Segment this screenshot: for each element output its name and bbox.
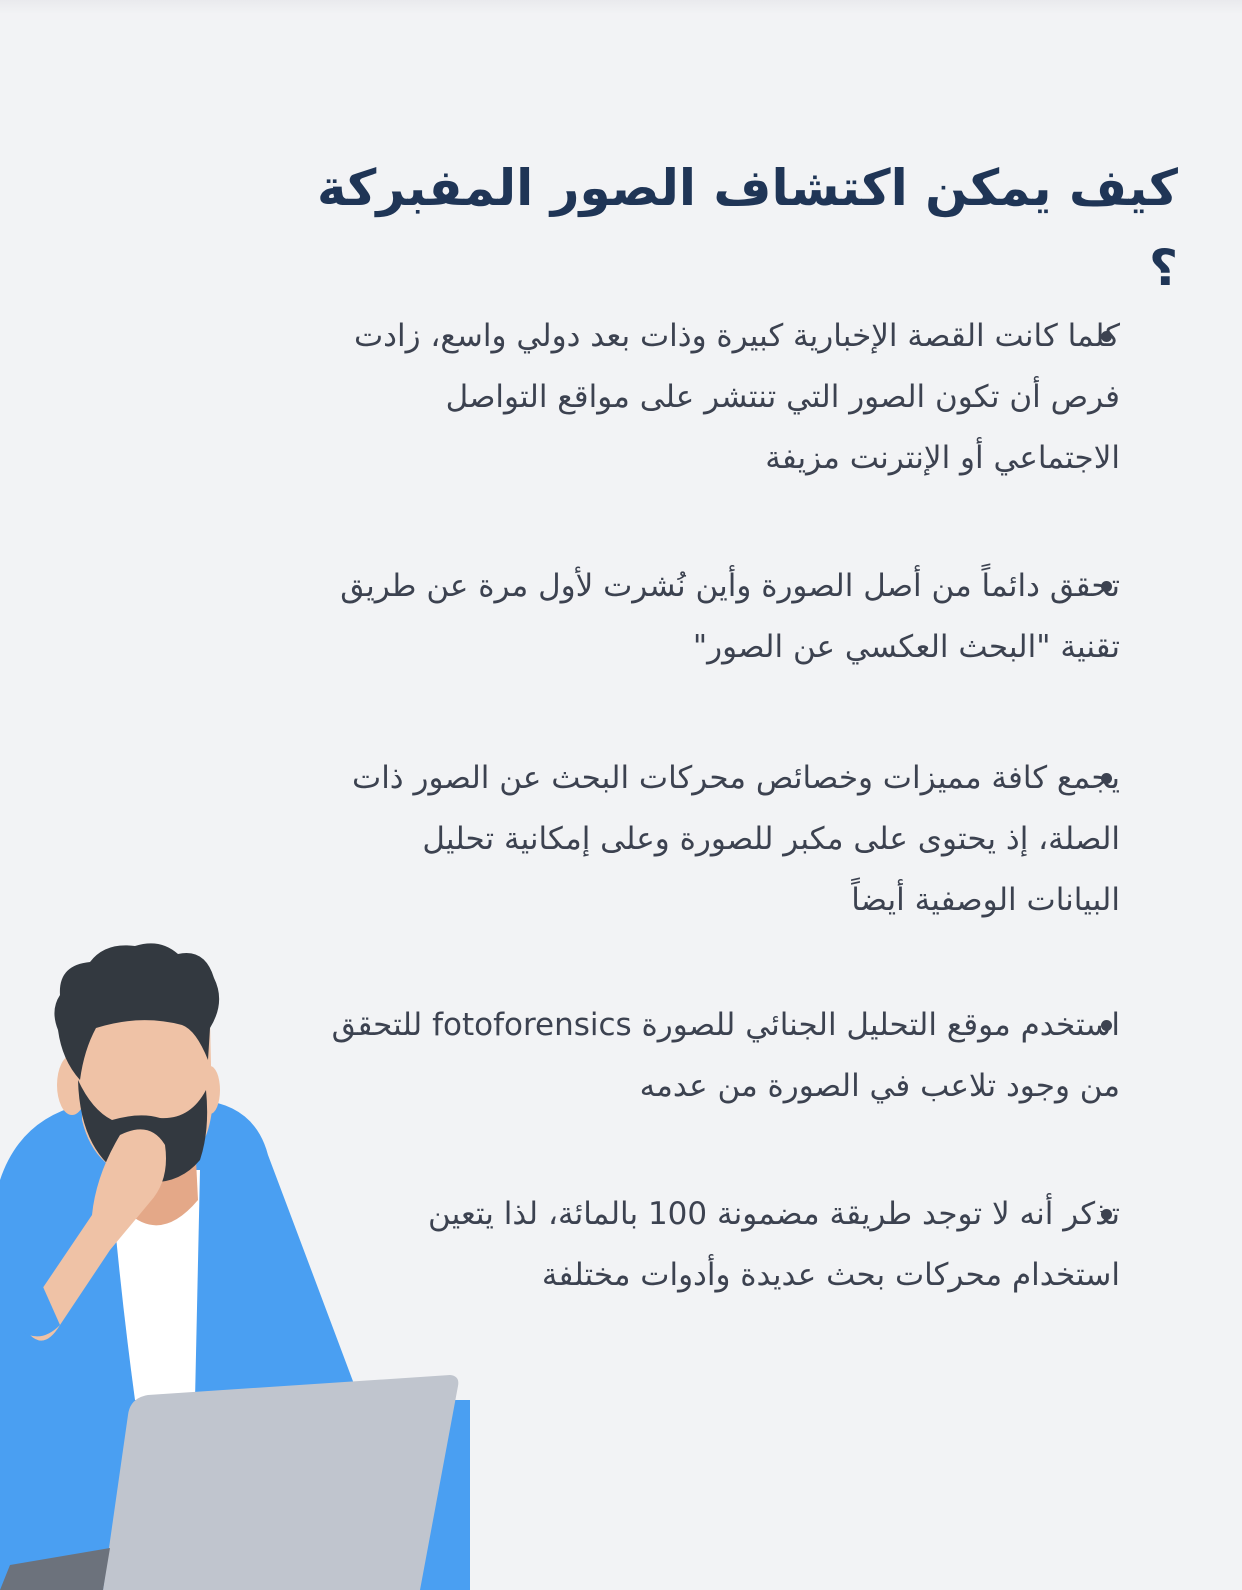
top-strip bbox=[0, 0, 1242, 14]
laptop bbox=[103, 1375, 458, 1590]
bullet-item-5: تذكر أنه لا توجد طريقة مضمونة 100 بالمائة، لذا يتعين استخدام محركات بحث عديدة وأدوات مختلفة bbox=[428, 1196, 1120, 1293]
thinking-man-with-laptop-icon bbox=[0, 940, 470, 1590]
bullet-item-4: استخدم موقع التحليل الجنائي للصورة fotoforensics للتحقق من وجود تلاعب في الصورة من عدمه bbox=[331, 1007, 1120, 1104]
bullet-item-2: تحقق دائماً من أصل الصورة وأين نُشرت لأول مرة عن طريق تقنية "البحث العكسي عن الصور" bbox=[340, 568, 1120, 665]
bullet-item-1: كلما كانت القصة الإخبارية كبيرة وذات بعد دولي واسع، زادت فرص أن تكون الصور التي تنتشر على مواقع التواصل الاجتماعي أو الإنترنت مزيفة bbox=[354, 318, 1120, 476]
page-title: كيف يمكن اكتشاف الصور المفبركة ؟ bbox=[316, 159, 1178, 297]
bullet-item-3: يجمع كافة مميزات وخصائص محركات البحث عن الصور ذات الصلة، إذ يحتوى على مكبر للصورة وعلى إمكانية تحليل البيانات الوصفية أيضاً bbox=[352, 760, 1120, 918]
